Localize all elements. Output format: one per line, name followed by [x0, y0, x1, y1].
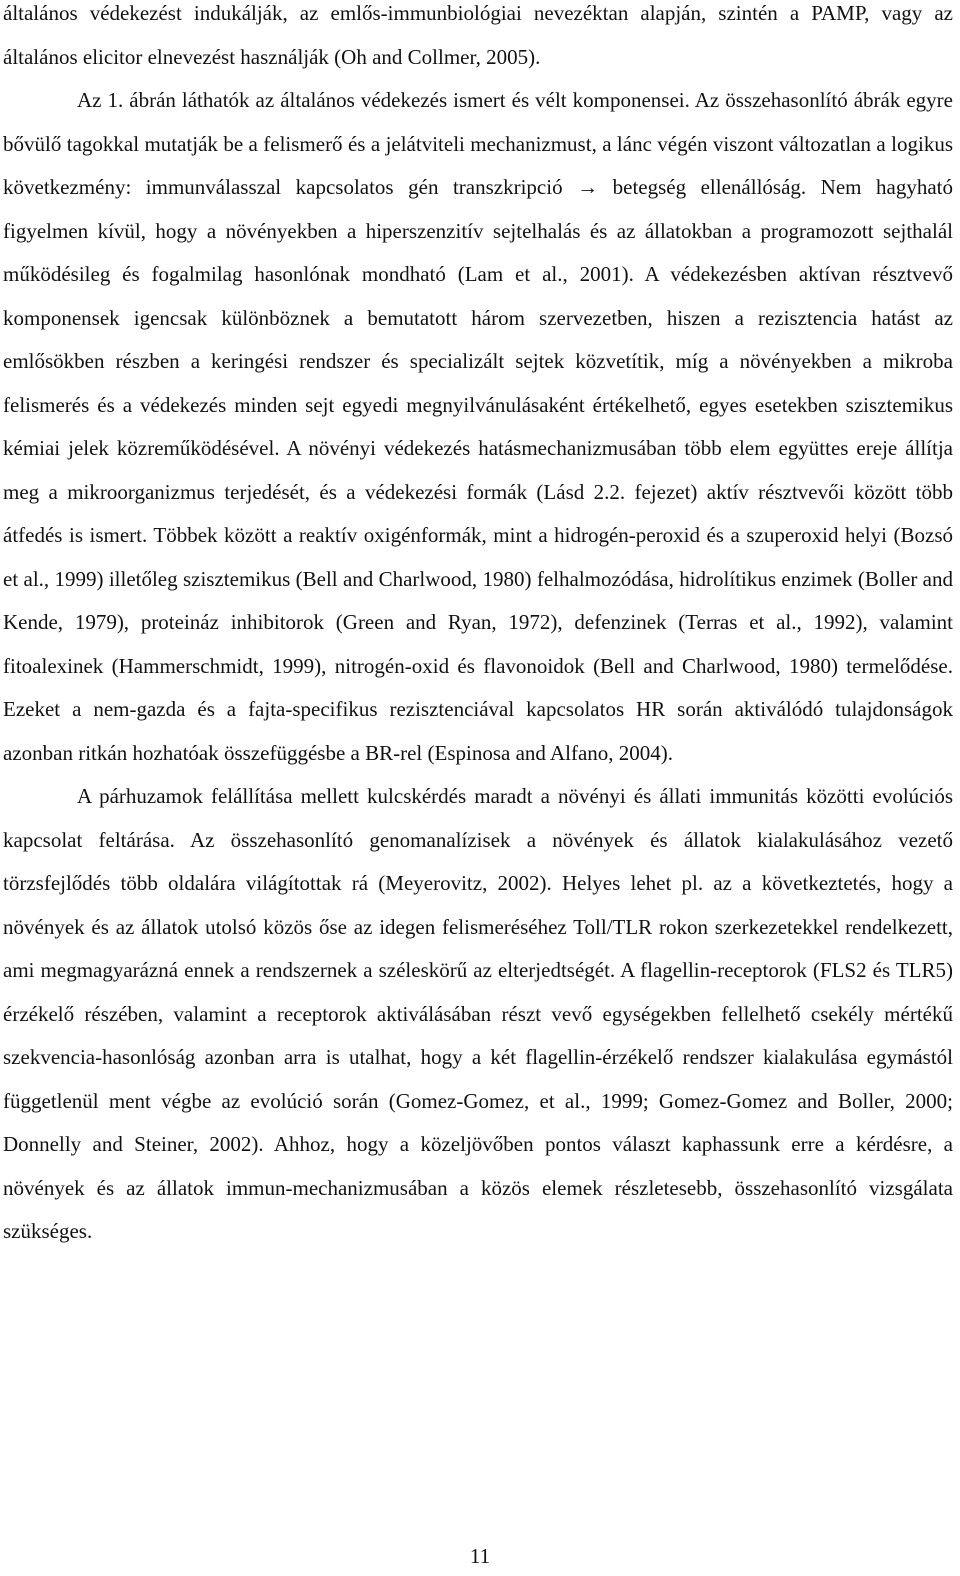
document-body — [3, 0, 953, 1254]
paragraph-continued: általános védekezést indukálják, az emlős-immunbiológiai nevezéktan alapján, szintén a PAMP, vagy az általános elicitor elnevezést használják (Oh and Collmer, 2005). — [3, 1, 953, 69]
page-number: 11 — [469, 1544, 491, 1568]
paragraph-defense-components: Az 1. ábrán láthatók az általános védekezés ismert és vélt komponensei. Az összehasonlító ábrák egyre bővülő tagokkal mutatják be a felismerő és a jelátviteli mechanizmust, a lánc végén viszont változatlan a logikus következmény: immunválasszal kapcsolatos gén transzkripció → betegség ellenállóság. Nem hagyható figyelmen kívül, hogy a növényekben a hiperszenzitív sejtelhalás és az állatokban a programozott sejthalál működésileg és fogalmilag hasonlónak mondható (Lam et al., 2001). A védekezésben aktívan résztvevő komponensek igencsak különböznek a bemutatott három szervezetben, hiszen a rezisztencia hatást az emlősökben részben a keringési rendszer és specializált sejtek közvetítik, míg a növényekben a mikroba felismerés és a védekezés minden sejt egyedi megnyilvánulásaként értékelhető, egyes esetekben szisztemikus kémiai jelek közreműködésével. A növényi védekezés hatásmechanizmusában több elem együttes ereje állítja meg a mikroorganizmus terjedését, és a védekezési formák (Lásd 2.2. fejezet) aktív résztvevői között több átfedés is ismert. Többek között a reaktív oxigénformák, mint a hidrogén-peroxid és a szuperoxid helyi (Bozsó et al., 1999) illetőleg szisztemikus (Bell and Charlwood, 1980) felhalmozódása, hidrolítikus enzimek (Boller and Kende, 1979), proteináz inhibitorok (Green and Ryan, 1972), defenzinek (Terras et al., 1992), valamint fitoalexinek (Hammerschmidt, 1999), nitrogén-oxid és flavonoidok (Bell and Charlwood, 1980) termelődése. Ezeket a nem-gazda és a fajta-specifikus rezisztenciával kapcsolatos HR során aktiválódó tulajdonságok azonban ritkán hozhatóak összefüggésbe a BR-rel (Espinosa and Alfano, 2004). — [3, 88, 953, 765]
paragraph-evolution: A párhuzamok felállítása mellett kulcskérdés maradt a növényi és állati immunitás közötti evolúciós kapcsolat feltárása. Az összehasonlító genomanalízisek a növények és állatok kialakulásához vezető törzsfejlődés több oldalára világítottak rá (Meyerovitz, 2002). Helyes lehet pl. az a következtetés, hogy a növények és az állatok utolsó közös őse az idegen felismeréséhez Toll/TLR rokon szerkezetekkel rendelkezett, ami megmagyarázná ennek a rendszernek a széleskörű az elterjedtségét. A flagellin-receptorok (FLS2 és TLR5) érzékelő részében, valamint a receptorok aktiválásában részt vevő egységekben fellelhető csekély mértékű szekvencia-hasonlóság azonban arra is utalhat, hogy a két flagellin-érzékelő rendszer kialakulása egymástól függetlenül ment végbe az evolúció során (Gomez-Gomez, et al., 1999; Gomez-Gomez and Boller, 2000; Donnelly and Steiner, 2002). Ahhoz, hogy a közeljövőben pontos választ kaphassunk erre a kérdésre, a növények és az állatok immun-mechanizmusában a közös elemek részletesebb, összehasonlító vizsgálata szükséges. — [3, 784, 953, 1243]
